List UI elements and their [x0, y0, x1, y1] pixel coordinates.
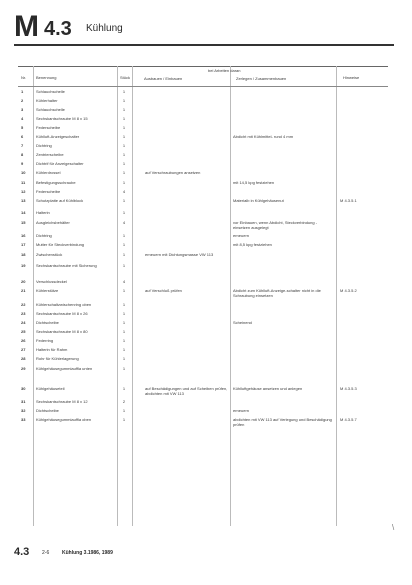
row-stueck: 1 [122, 134, 126, 139]
row-stueck: 1 [122, 338, 126, 343]
row-number: 30 [21, 386, 26, 391]
row-number: 15 [21, 220, 26, 225]
row-stueck: 1 [122, 180, 126, 185]
row-benennung: Kühlgehäusegummiauffla unten [36, 366, 93, 371]
row-stueck: 1 [122, 107, 126, 112]
row-benennung: Zentrierscheibe [36, 152, 64, 157]
row-benennung: Sechskantschraube M 8 x 12 [36, 399, 88, 404]
row-stueck: 1 [122, 252, 126, 257]
row-number: 25 [21, 329, 26, 334]
row-number: 12 [21, 189, 26, 194]
row-zerlegen: Kühlluftgehäuse ansetzen und anlegen [233, 386, 303, 391]
row-number: 16 [21, 233, 26, 238]
row-benennung: Verschlussdeckel [36, 279, 67, 284]
row-benennung: Dichtrif für Anzeigeschalter [36, 161, 84, 166]
col-header-benennung: Benennung [36, 75, 57, 80]
row-hinweise: M 4.3.5.7 [340, 417, 357, 422]
row-number: 13 [21, 198, 26, 203]
row-zerlegen: mit 8,5 kpg festziehen [233, 242, 272, 247]
row-stueck: 1 [122, 263, 126, 268]
col-header-group: bei Arbeiten daran [208, 68, 241, 73]
row-number: 20 [21, 279, 26, 284]
table-row [18, 199, 388, 209]
col-header-einbauen: Ausbauen / Einbauen [144, 76, 183, 81]
row-hinweise: M 4.3.5.2 [340, 288, 357, 293]
row-benennung: Schutzplatte auf Kühlblock [36, 198, 84, 203]
row-number: 14 [21, 210, 26, 215]
col-header-stueck: Stück [120, 75, 131, 80]
row-einbauen: auf Verschluß prüfen [145, 288, 182, 293]
row-benennung: Sechskantschraube M 8 x 15 [36, 116, 88, 121]
row-stueck: 1 [122, 98, 126, 103]
row-number: 3 [21, 107, 24, 112]
row-benennung: Ausgleichsbehälter [36, 220, 70, 225]
row-zerlegen: vor Einbauen, wenn Abdicht, Steckverbindung - einsetzen ausgelegt [233, 220, 318, 230]
row-benennung: Befestigungsschraube [36, 180, 76, 185]
col-header-zerlegen: Zerlegen / Zusammenbauen [236, 76, 287, 81]
row-number: 33 [21, 417, 26, 422]
row-benennung: Zwischenstück [36, 252, 63, 257]
row-number: 10 [21, 170, 26, 175]
row-stueck: 1 [122, 170, 126, 175]
row-hinweise: M 4.3.5.1 [340, 198, 357, 203]
row-number: 2 [21, 98, 24, 103]
row-stueck: 1 [122, 302, 126, 307]
page-title: Kühlung [86, 23, 123, 34]
row-number: 11 [21, 180, 26, 185]
row-einbauen: auf Verschraubungen ansetzen [145, 170, 201, 175]
row-stueck: 1 [122, 288, 126, 293]
row-stueck: 1 [122, 198, 126, 203]
row-stueck: 1 [122, 125, 126, 130]
row-benennung: Sechskantschraube M 8 x 80 [36, 329, 88, 334]
row-number: 17 [21, 242, 26, 247]
row-zerlegen: erneuern [233, 408, 250, 413]
table-row [18, 253, 388, 263]
row-number: 31 [21, 399, 26, 404]
row-stueck: 1 [122, 152, 126, 157]
row-zerlegen: Abdicht mit Kühlmittel- rund 4 mm [233, 134, 294, 139]
row-stueck: 1 [122, 233, 126, 238]
footer-page: 2-6 [42, 550, 50, 556]
row-benennung: Halterin für Rahm [36, 347, 68, 352]
row-stueck: 1 [122, 417, 126, 422]
row-benennung: Mutter für Steckverbindung [36, 242, 85, 247]
row-zerlegen: Materialb in Kühlgehäusenut [233, 198, 284, 203]
row-number: 5 [21, 125, 24, 130]
row-number: 28 [21, 356, 26, 361]
row-benennung: Kühlluft-Anzeigeschalter [36, 134, 80, 139]
row-benennung: Kühlerhalter [36, 98, 58, 103]
row-number: 1 [21, 89, 24, 94]
header-rule [14, 44, 394, 46]
row-benennung: Kühlgehäusegummiauffla oben [36, 417, 92, 422]
row-benennung: Kühlerstütze [36, 288, 59, 293]
row-benennung: Sechskantschraube mit Sicherung [36, 263, 97, 268]
row-hinweise: M 4.3.5.3 [340, 386, 357, 391]
row-stueck: 1 [122, 210, 126, 215]
row-benennung: Federscheibe [36, 189, 61, 194]
row-number: 6 [21, 134, 24, 139]
row-zerlegen: erneuern [233, 233, 250, 238]
row-stueck: 4 [122, 189, 126, 194]
row-einbauen: auf Beschädigungen und auf Scheiben prüfen, abdichten mit VW 113 [145, 386, 228, 396]
row-stueck: 1 [122, 116, 126, 121]
table-row [18, 211, 388, 221]
row-stueck: 4 [122, 279, 126, 284]
row-stueck: 1 [122, 242, 126, 247]
section-letter: M [14, 10, 38, 43]
row-number: 21 [21, 288, 26, 293]
margin-mark: \ [392, 523, 395, 532]
table-top-rule [18, 66, 388, 67]
table-row [18, 264, 388, 274]
table-header-rule [18, 86, 388, 87]
row-number: 26 [21, 338, 26, 343]
row-benennung: Kühlgehäuseteil [36, 386, 65, 391]
row-stueck: 1 [122, 356, 126, 361]
row-stueck: 1 [122, 329, 126, 334]
row-zerlegen: mit 14,5 kpg festziehen [233, 180, 275, 185]
row-benennung: Kühlerdrossel [36, 170, 61, 175]
col-header-nr: Nr. [21, 75, 27, 80]
row-stueck: 4 [122, 220, 126, 225]
col-header-hinweise: Hinweise [343, 75, 360, 80]
row-benennung: Dichtring [36, 233, 52, 238]
row-benennung: Rohr für Kühlerlagerung [36, 356, 79, 361]
row-benennung: Schlauchschelle [36, 89, 65, 94]
row-stueck: 1 [122, 89, 126, 94]
row-benennung: Schlauchschelle [36, 107, 65, 112]
row-stueck: 1 [122, 386, 126, 391]
row-number: 7 [21, 143, 24, 148]
row-benennung: Dichtscheibe [36, 320, 59, 325]
table-row [18, 418, 388, 428]
footer-title: Kühlung 3.1986, 1989 [62, 550, 113, 556]
footer-section-number: 4.3 [14, 546, 30, 558]
row-number: 29 [21, 366, 26, 371]
row-stueck: 1 [122, 143, 126, 148]
table-row [18, 221, 388, 231]
row-stueck: 1 [122, 366, 126, 371]
row-benennung: Federscheibe [36, 125, 61, 130]
row-number: 27 [21, 347, 26, 352]
row-benennung: Kühlerschaltzwischenring oben [36, 302, 92, 307]
section-number: 4.3 [44, 18, 72, 40]
row-einbauen: erneuern mit Dichtungsmasse VW 113 [145, 252, 214, 257]
row-benennung: Federring [36, 338, 54, 343]
row-benennung: Sechskantschraube M 8 x 26 [36, 311, 88, 316]
row-number: 32 [21, 408, 26, 413]
row-stueck: 1 [122, 320, 126, 325]
row-number: 22 [21, 302, 26, 307]
row-number: 23 [21, 311, 26, 316]
table-row [18, 367, 388, 377]
row-stueck: 2 [122, 399, 126, 404]
row-number: 4 [21, 116, 24, 121]
row-number: 18 [21, 252, 26, 257]
row-stueck: 1 [122, 408, 126, 413]
row-number: 19 [21, 263, 26, 268]
row-stueck: 1 [122, 311, 126, 316]
row-number: 9 [21, 161, 24, 166]
row-zerlegen: Abdicht zum Kühlluft-Anzeige-schalter nicht in die Schraubung einsetzen [233, 288, 321, 298]
row-number: 8 [21, 152, 24, 157]
row-zerlegen: Scheinend [233, 320, 252, 325]
row-zerlegen: abdichten mit VW 113 auf Verlegung und Beschädigung prüfen [233, 417, 332, 427]
table-row [18, 387, 388, 397]
row-benennung: Halterin [36, 210, 50, 215]
row-benennung: Dichtscheibe [36, 408, 59, 413]
row-number: 24 [21, 320, 26, 325]
row-benennung: Dichtring [36, 143, 52, 148]
table-row [18, 289, 388, 299]
row-stueck: 1 [122, 347, 126, 352]
row-stueck: 1 [122, 161, 126, 166]
